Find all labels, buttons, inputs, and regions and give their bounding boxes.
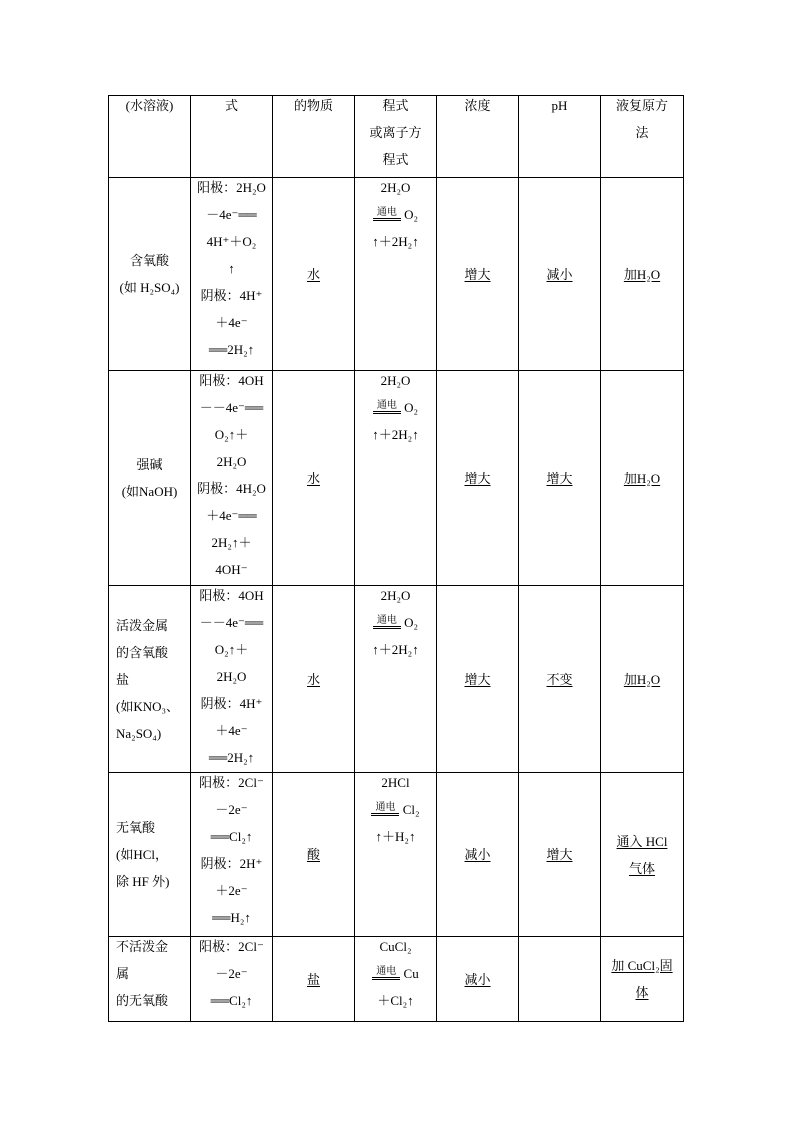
row-strong-base-concentration [437, 371, 519, 586]
electrode-line: 2H₂O [216, 669, 247, 684]
electrode-line: －2e⁻ [215, 966, 248, 981]
electrode-line: ＋4e⁻ [215, 723, 248, 738]
header-restore-method-text: 法 [635, 125, 649, 140]
restore-text: 气体 [628, 860, 655, 876]
equation-reactant: 2H₂O [380, 180, 411, 195]
row-active-metal-oxysalt-type [109, 586, 191, 773]
equation-reactant: CuCl₂ [379, 939, 412, 954]
equation-tail: ↑＋2H₂↑ [372, 642, 419, 657]
electrode-line: O₂↑＋ [214, 427, 249, 442]
header-solution-type-text: (水溶液) [125, 98, 174, 113]
electrode-line: ══Cl₂↑ [210, 829, 253, 844]
restore-text: 加H₂O [623, 671, 661, 687]
row-strong-base-ph [519, 371, 601, 586]
row-oxygen-free-acid-restore [601, 773, 684, 937]
electrode-line: 2H₂O [216, 454, 247, 469]
row-active-metal-oxysalt-equation [355, 586, 437, 773]
substance-text: 水 [306, 671, 320, 687]
equation-reactant: 2HCl [381, 775, 410, 790]
substance-text: 水 [306, 266, 320, 282]
header-electrode-reaction-text: 式 [224, 98, 238, 113]
electrode-line: 4OH⁻ [215, 562, 248, 577]
row-oxyacid-restore [601, 178, 684, 371]
equation-reactant: 2H₂O [380, 373, 411, 388]
restore-text: 加H₂O [623, 470, 661, 486]
type-line: 的无氧酸 [116, 993, 169, 1008]
equation-middle [373, 201, 418, 228]
type-line: 强碱 [136, 457, 163, 472]
equation-reactant: 2H₂O [380, 588, 411, 603]
electrode-line: －4e⁻══ [206, 207, 257, 222]
row-oxyacid-substance [273, 178, 355, 371]
electrode-line: ══2H₂↑ [208, 750, 255, 765]
type-line: 含氧酸 [129, 253, 169, 268]
electrolysis-table [108, 95, 684, 1022]
header-equation-text: 程式 [382, 152, 409, 167]
row-strong-base-substance [273, 371, 355, 586]
row-strong-base-electrode [191, 371, 273, 586]
row-inactive-metal-salt-substance [273, 937, 355, 1022]
electrode-line: ══Cl₂↑ [210, 993, 253, 1008]
header-restore-method-text: 液复原方 [615, 98, 668, 113]
header-equation-text: 程式 [382, 98, 409, 113]
row-oxygen-free-acid-electrode [191, 773, 273, 937]
row-active-metal-oxysalt-ph [519, 586, 601, 773]
header-concentration [437, 96, 519, 178]
electrode-line: 阳极：4OH [199, 373, 264, 388]
type-line: 盐 [116, 671, 130, 687]
electrode-line: 阳极：2H₂O [197, 180, 266, 195]
row-inactive-metal-salt-restore [601, 937, 684, 1022]
row-oxyacid-ph [519, 178, 601, 371]
header-ph [519, 96, 601, 178]
row-oxygen-free-acid-type [109, 773, 191, 937]
equation-product: Cl₂ [402, 802, 420, 817]
row-strong-base-restore [601, 371, 684, 586]
electrode-line: ＋4e⁻══ [206, 508, 257, 523]
electrode-line: ↑ [228, 261, 235, 276]
row-oxygen-free-acid-ph [519, 773, 601, 937]
concentration-text: 增大 [464, 470, 491, 486]
electrode-line: ══H₂↑ [212, 910, 251, 925]
row-oxyacid-type [109, 178, 191, 371]
type-line: (如 H₂SO₄) [119, 280, 180, 295]
type-line: 无氧酸 [116, 820, 156, 835]
equation-middle [371, 796, 419, 823]
header-solution-type [109, 96, 191, 178]
electrode-line: 阴极：4H₂O [197, 481, 266, 496]
ph-text: 不变 [546, 671, 573, 687]
equation-tail: ↑＋2H₂↑ [372, 234, 419, 249]
electrode-line: ══2H₂↑ [208, 342, 255, 357]
header-restore-method [601, 96, 684, 178]
concentration-text: 减小 [464, 971, 491, 987]
row-oxyacid-electrode [191, 178, 273, 371]
equation-middle [372, 960, 418, 987]
row-strong-base-equation [355, 371, 437, 586]
header-concentration-text: 浓度 [464, 98, 491, 113]
equation-product: Cu [403, 966, 419, 981]
type-line: (如KNO₃、 [116, 698, 180, 714]
electrode-line: 阴极：4H⁺ [200, 288, 263, 303]
row-active-metal-oxysalt-restore [601, 586, 684, 773]
equation-product: O₂ [404, 400, 419, 415]
row-inactive-metal-salt-type [109, 937, 191, 1022]
equation-tail: ↑＋H₂↑ [375, 829, 416, 844]
electrode-line: ＋2e⁻ [215, 883, 248, 898]
type-line: 属 [116, 966, 130, 981]
type-line: (如HCl， [116, 847, 169, 862]
row-oxygen-free-acid-concentration [437, 773, 519, 937]
electrode-line: －－4e⁻══ [199, 615, 264, 630]
row-active-metal-oxysalt-substance [273, 586, 355, 773]
restore-text: 通入 HCl [616, 833, 668, 849]
row-inactive-metal-salt-electrode [191, 937, 273, 1022]
electrode-line: 2H₂↑＋ [211, 535, 252, 550]
row-inactive-metal-salt-equation [355, 937, 437, 1022]
header-electrolyzed-substance-text: 的物质 [293, 98, 333, 113]
restore-text: 加H₂O [623, 266, 661, 282]
ph-text: 增大 [546, 470, 573, 486]
header-equation [355, 96, 437, 178]
row-inactive-metal-salt-ph [519, 937, 601, 1022]
substance-text: 水 [306, 470, 320, 486]
type-line: 的含氧酸 [116, 644, 169, 660]
electrode-line: 阳极：2Cl⁻ [199, 775, 264, 790]
substance-text: 盐 [306, 971, 320, 987]
electrode-line: 阳极：4OH [199, 588, 264, 603]
row-active-metal-oxysalt-electrode [191, 586, 273, 773]
equation-condition: 通电 [373, 615, 401, 629]
electrode-line: －－4e⁻══ [199, 400, 264, 415]
header-equation-text: 或离子方 [369, 125, 422, 140]
equation-middle [373, 394, 418, 421]
header-ph-text: pH [551, 98, 568, 113]
row-oxyacid-equation [355, 178, 437, 371]
type-line: Na₂SO₄) [116, 725, 162, 741]
electrode-line: －2e⁻ [215, 802, 248, 817]
row-oxyacid-concentration [437, 178, 519, 371]
equation-product: O₂ [404, 207, 419, 222]
equation-middle [373, 609, 418, 636]
equation-tail: ＋Cl₂↑ [377, 993, 414, 1008]
equation-tail: ↑＋2H₂↑ [372, 427, 419, 442]
equation-condition: 通电 [371, 802, 399, 816]
substance-text: 酸 [306, 847, 320, 862]
header-electrode-reaction [191, 96, 273, 178]
electrode-line: 阴极：4H⁺ [200, 696, 263, 711]
row-oxygen-free-acid-equation [355, 773, 437, 937]
equation-condition: 通电 [373, 207, 401, 221]
type-line: 除 HF 外) [116, 874, 170, 889]
concentration-text: 增大 [464, 671, 491, 687]
restore-text: 加 CuCl₂固 [611, 958, 673, 973]
equation-product: O₂ [404, 615, 419, 630]
electrode-line: 4H⁺＋O₂ [206, 234, 257, 249]
row-oxygen-free-acid-substance [273, 773, 355, 937]
type-line: 活泼金属 [116, 617, 169, 633]
ph-text: 减小 [546, 266, 573, 282]
electrode-line: ＋4e⁻ [215, 315, 248, 330]
equation-condition: 通电 [373, 400, 401, 414]
type-line: 不活泼金 [116, 939, 169, 954]
row-strong-base-type [109, 371, 191, 586]
electrode-line: O₂↑＋ [214, 642, 249, 657]
ph-text: 增大 [546, 847, 573, 862]
header-electrolyzed-substance [273, 96, 355, 178]
equation-condition: 通电 [372, 966, 400, 980]
concentration-text: 增大 [464, 266, 491, 282]
type-line: (如NaOH) [121, 484, 178, 499]
concentration-text: 减小 [464, 847, 491, 862]
restore-text: 体 [635, 985, 649, 1000]
electrode-line: 阴极：2H⁺ [200, 856, 263, 871]
row-active-metal-oxysalt-concentration [437, 586, 519, 773]
row-inactive-metal-salt-concentration [437, 937, 519, 1022]
electrode-line: 阳极：2Cl⁻ [199, 939, 264, 954]
